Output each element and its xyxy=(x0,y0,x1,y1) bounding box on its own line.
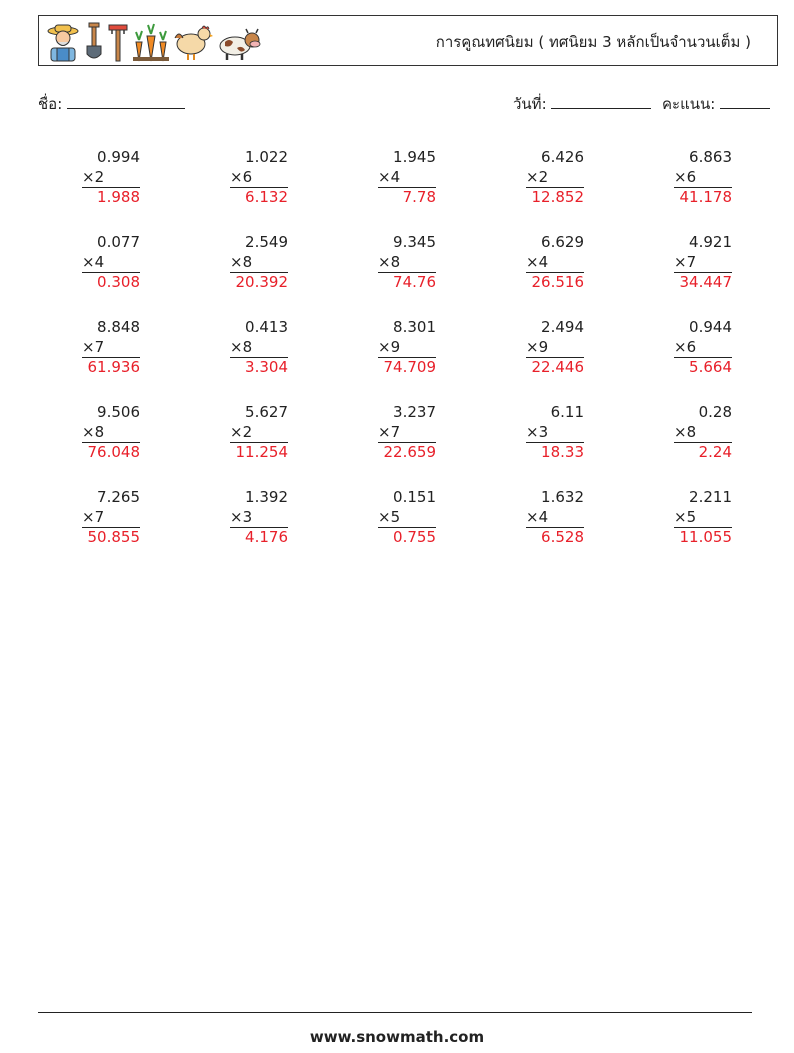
multiplier: ×7 xyxy=(82,338,140,359)
problem-item xyxy=(378,318,436,378)
multiplier: ×2 xyxy=(230,423,288,444)
multiplier: ×2 xyxy=(526,168,584,189)
multiplicand: 0.151 xyxy=(393,488,436,506)
multiplicand: 0.994 xyxy=(97,148,140,166)
problem-item xyxy=(674,488,732,548)
multiplier: ×7 xyxy=(378,423,436,444)
multiplier: ×3 xyxy=(230,508,288,529)
multiplicand: 6.11 xyxy=(550,403,584,421)
problem-item xyxy=(230,318,288,378)
problem-item xyxy=(526,318,584,378)
answer: 5.664 xyxy=(689,358,732,376)
multiplier: ×7 xyxy=(674,253,732,274)
multiplicand: 5.627 xyxy=(245,403,288,421)
score-label: คะแนน: xyxy=(662,95,716,113)
multiplicand: 7.265 xyxy=(97,488,140,506)
multiplicand: 4.921 xyxy=(689,233,732,251)
date-field xyxy=(513,92,651,116)
answer: 7.78 xyxy=(402,188,436,206)
problem-item xyxy=(82,233,140,293)
problem-item xyxy=(378,233,436,293)
multiplier: ×8 xyxy=(230,338,288,359)
multiplier: ×4 xyxy=(378,168,436,189)
multiplicand: 1.632 xyxy=(541,488,584,506)
answer: 11.055 xyxy=(679,528,732,546)
name-field xyxy=(38,92,185,116)
multiplier: ×4 xyxy=(526,253,584,274)
name-label: ชื่อ: xyxy=(38,95,63,113)
multiplicand: 6.863 xyxy=(689,148,732,166)
multiplicand: 2.549 xyxy=(245,233,288,251)
multiplier: ×8 xyxy=(82,423,140,444)
answer: 0.755 xyxy=(393,528,436,546)
multiplicand: 0.944 xyxy=(689,318,732,336)
multiplier: ×6 xyxy=(230,168,288,189)
problem-item xyxy=(378,403,436,463)
shovel-icon xyxy=(85,22,103,62)
problem-item xyxy=(230,233,288,293)
chicken-icon xyxy=(173,22,213,62)
answer: 22.446 xyxy=(531,358,584,376)
answer: 6.132 xyxy=(245,188,288,206)
multiplier: ×8 xyxy=(230,253,288,274)
answer: 3.304 xyxy=(245,358,288,376)
problem-item xyxy=(378,148,436,208)
multiplicand: 1.945 xyxy=(393,148,436,166)
multiplier: ×2 xyxy=(82,168,140,189)
problem-item xyxy=(526,233,584,293)
answer: 6.528 xyxy=(541,528,584,546)
multiplicand: 0.077 xyxy=(97,233,140,251)
multiplicand: 9.506 xyxy=(97,403,140,421)
problem-item xyxy=(82,488,140,548)
problem-item xyxy=(378,488,436,548)
multiplicand: 2.494 xyxy=(541,318,584,336)
multiplicand: 6.629 xyxy=(541,233,584,251)
problem-item xyxy=(674,318,732,378)
answer: 4.176 xyxy=(245,528,288,546)
problem-item xyxy=(526,403,584,463)
multiplier: ×4 xyxy=(526,508,584,529)
score-field xyxy=(662,92,770,116)
answer: 11.254 xyxy=(235,443,288,461)
problem-item xyxy=(526,148,584,208)
multiplier: ×4 xyxy=(82,253,140,274)
footer-site: www.snowmath.com xyxy=(309,1028,485,1046)
multiplier: ×3 xyxy=(526,423,584,444)
multiplier: ×5 xyxy=(378,508,436,529)
problem-item xyxy=(230,403,288,463)
problem-item xyxy=(674,148,732,208)
worksheet-title: การคูณทศนิยม ( ทศนิยม 3 หลักเป็นจำนวนเต็ม ) xyxy=(435,33,751,51)
problem-item xyxy=(82,403,140,463)
multiplier: ×9 xyxy=(378,338,436,359)
answer: 34.447 xyxy=(679,273,732,291)
answer: 0.308 xyxy=(97,273,140,291)
rake-icon xyxy=(107,22,129,62)
problem-item xyxy=(82,148,140,208)
header-icons xyxy=(45,20,261,62)
multiplicand: 8.848 xyxy=(97,318,140,336)
answer: 22.659 xyxy=(383,443,436,461)
multiplicand: 3.237 xyxy=(393,403,436,421)
problem-item xyxy=(230,148,288,208)
problem-item xyxy=(82,318,140,378)
worksheet-header xyxy=(38,15,778,66)
answer: 50.855 xyxy=(87,528,140,546)
answer: 41.178 xyxy=(679,188,732,206)
cow-icon xyxy=(217,22,261,62)
answer: 61.936 xyxy=(87,358,140,376)
date-label: วันที่: xyxy=(513,95,547,113)
answer: 2.24 xyxy=(698,443,732,461)
multiplicand: 1.022 xyxy=(245,148,288,166)
multiplicand: 6.426 xyxy=(541,148,584,166)
answer: 26.516 xyxy=(531,273,584,291)
multiplicand: 0.413 xyxy=(245,318,288,336)
carrots-icon xyxy=(133,22,169,62)
problem-item xyxy=(230,488,288,548)
answer: 18.33 xyxy=(541,443,584,461)
multiplier: ×8 xyxy=(378,253,436,274)
multiplicand: 2.211 xyxy=(689,488,732,506)
multiplier: ×5 xyxy=(674,508,732,529)
multiplier: ×7 xyxy=(82,508,140,529)
multiplicand: 0.28 xyxy=(698,403,732,421)
answer: 76.048 xyxy=(87,443,140,461)
problem-item xyxy=(526,488,584,548)
problem-item xyxy=(674,403,732,463)
multiplicand: 1.392 xyxy=(245,488,288,506)
score-blank-line xyxy=(720,93,770,109)
answer: 74.709 xyxy=(383,358,436,376)
multiplier: ×8 xyxy=(674,423,732,444)
multiplicand: 9.345 xyxy=(393,233,436,251)
answer: 12.852 xyxy=(531,188,584,206)
answer: 74.76 xyxy=(393,273,436,291)
multiplicand: 8.301 xyxy=(393,318,436,336)
farmer-icon xyxy=(45,22,81,62)
answer: 1.988 xyxy=(97,188,140,206)
answer: 20.392 xyxy=(235,273,288,291)
multiplier: ×9 xyxy=(526,338,584,359)
name-blank-line xyxy=(67,93,185,109)
footer-divider xyxy=(38,1012,752,1013)
date-blank-line xyxy=(551,93,651,109)
problem-item xyxy=(674,233,732,293)
multiplier: ×6 xyxy=(674,338,732,359)
multiplier: ×6 xyxy=(674,168,732,189)
